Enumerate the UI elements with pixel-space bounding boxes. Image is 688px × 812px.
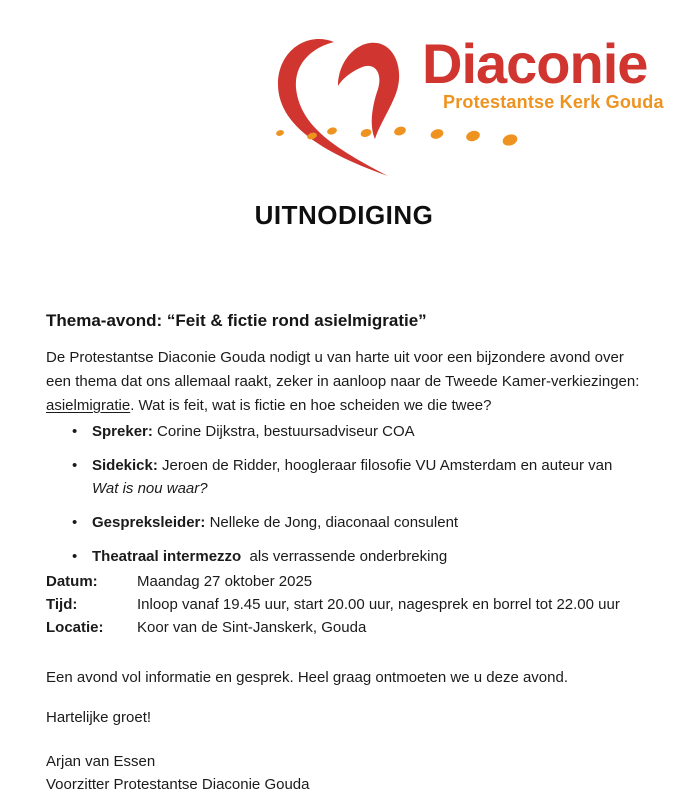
list-item-spreker	[70, 420, 670, 443]
logo-subtitle: Protestantse Kerk Gouda	[443, 92, 664, 112]
theme-heading: Thema-avond: “Feit & fictie rond asielmigratie”	[46, 311, 427, 330]
intro-line-2: een thema dat ons allemaal raakt, zeker in aanloop naar de Tweede Kamer-verkiezingen:	[46, 373, 640, 390]
bullet-label: Gespreksleider:	[92, 514, 206, 531]
logo-title: Diaconie	[422, 32, 648, 95]
detail-value: Maandag 27 oktober 2025	[137, 573, 313, 590]
bullet-text: als verrassende onderbreking	[241, 548, 448, 565]
detail-row-datum	[46, 570, 620, 593]
logo-dots-icon	[272, 122, 524, 156]
program-list	[70, 420, 670, 579]
detail-row-locatie	[46, 616, 620, 639]
page-title: UITNODIGING	[254, 200, 434, 230]
intro-line-1: De Protestantse Diaconie Gouda nodigt u van harte uit voor een bijzondere avond over	[46, 349, 624, 366]
bullet-text: Nelleke de Jong, diaconaal consulent	[205, 514, 459, 531]
signature-name: Arjan van Essen	[46, 753, 156, 770]
list-item-sidekick	[70, 454, 670, 500]
signature-role: Voorzitter Protestantse Diaconie Gouda	[46, 776, 310, 793]
intro-paragraph	[46, 346, 639, 418]
list-item-intermezzo	[70, 545, 670, 568]
detail-value: Inloop vanaf 19.45 uur, start 20.00 uur, nagesprek en borrel tot 22.00 uur	[137, 596, 620, 613]
heart-logo-icon	[274, 34, 426, 178]
detail-row-tijd	[46, 593, 620, 616]
bullet-label: Spreker:	[92, 423, 153, 440]
detail-label: Tijd:	[46, 596, 78, 613]
bullet-label: Sidekick:	[92, 457, 158, 474]
list-item-gespreksleider	[70, 511, 670, 534]
event-details	[46, 570, 620, 639]
detail-label: Datum:	[46, 573, 98, 590]
bullet-label: Theatraal intermezzo	[92, 548, 242, 565]
intro-line-3-rest: . Wat is feit, wat is fictie en hoe scheiden we die twee?	[130, 397, 492, 414]
bullet-text: Jeroen de Ridder, hoogleraar filosofie VU Amsterdam en auteur van	[157, 457, 613, 474]
bullet-text: Corine Dijkstra, bestuursadviseur COA	[152, 423, 415, 440]
detail-label: Locatie:	[46, 619, 104, 636]
closing-line: Een avond vol informatie en gesprek. Heel graag ontmoeten we u deze avond.	[46, 669, 568, 686]
book-title-italic: Wat is nou waar?	[92, 480, 208, 497]
signature-block	[46, 750, 309, 796]
greeting-line: Hartelijke groet!	[46, 709, 152, 726]
intro-underlined-term: asielmigratie	[46, 397, 131, 414]
detail-value: Koor van de Sint-Janskerk, Gouda	[137, 619, 367, 636]
